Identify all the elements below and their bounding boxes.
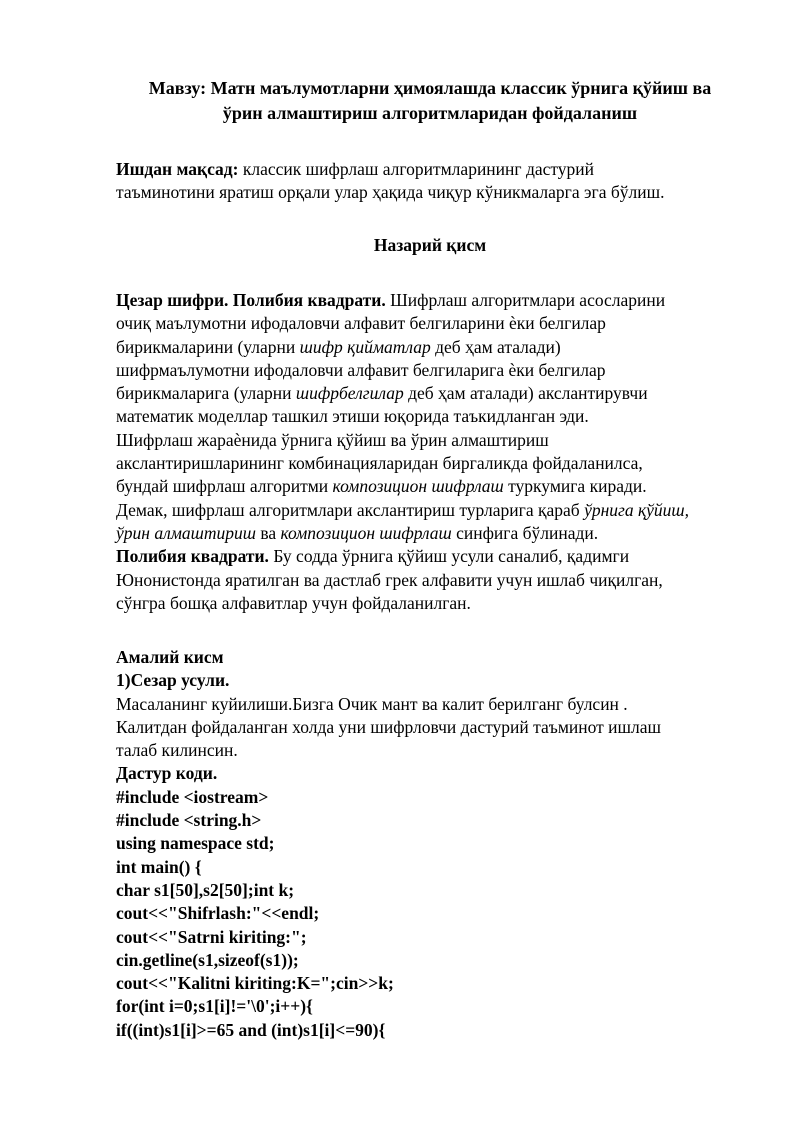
theory-line-3b: деб ҳам аталади) <box>430 336 561 357</box>
theory-line-9b: туркумига киради. <box>503 476 647 497</box>
theory-line-14: сўнгра бошқа алфавитлар учун фойдаланилган. <box>116 592 471 613</box>
code-line: cout<<"Kalitni kiriting:K=";cin>>k; <box>116 973 394 994</box>
theory-paragraph <box>116 289 756 615</box>
caesar-method-heading: 1)Сезар усули. <box>116 670 230 691</box>
code-line: using namespace std; <box>116 833 275 854</box>
term-composite-cipher-2: композицион шифрлаш <box>280 522 452 543</box>
document-title <box>100 76 760 126</box>
goal-paragraph <box>116 158 756 205</box>
theory-line-11b: синфига бўлинади. <box>451 522 599 543</box>
theory-line-3a: бирикмаларини (уларни <box>116 336 300 357</box>
code-line: for(int i=0;s1[i]!='\0';i++){ <box>116 996 313 1017</box>
practice-heading: Амалий кисм <box>116 647 224 667</box>
theory-line-7: Шифрлаш жараѐнида ўрнига қўйиш ва ўрин алмаштириш <box>116 429 549 450</box>
code-line: #include <string.h> <box>116 810 262 831</box>
theory-heading <box>100 234 760 257</box>
code-line: if((int)s1[i]>=65 and (int)s1[i]<=90){ <box>116 1019 386 1040</box>
theory-line-12: Бу содда ўрнига қўйиш усули саналиб, қадимги <box>268 546 630 567</box>
theory-line-8: акслантиришларининг комбинацияларидан биргаликда фойдаланилса, <box>116 453 643 474</box>
polybius-heading: Полибия квадрати. <box>116 546 269 567</box>
theory-line-13: Юнонистонда яратилган ва дастлаб грек алфавити учун ишлаб чиқилган, <box>116 569 663 590</box>
code-line: #include <iostream> <box>116 786 269 807</box>
code-line: char s1[50],s2[50];int k; <box>116 879 295 900</box>
code-line: cout<<"Shifrlash:"<<endl; <box>116 903 320 924</box>
term-composite-cipher: композицион шифрлаш <box>332 476 504 497</box>
theory-line-11a: ва <box>255 522 281 543</box>
code-line: cout<<"Satrni kiriting:"; <box>116 926 307 947</box>
problem-line-2: Калитдан фойдаланган холда уни шифрловчи дастурий таъминот ишлаш <box>116 716 661 737</box>
problem-line-3: талаб килинсин. <box>116 740 238 761</box>
term-cipher-values: шифр қийматлар <box>299 336 431 357</box>
theory-line-1: Шифрлаш алгоритмлари асосларини <box>385 290 666 310</box>
title-line-1: Мавзу: Матн маълумотларни ҳимоялашда классик ўрнига қўйиш ва <box>148 78 712 98</box>
practice-section <box>116 646 756 1042</box>
theory-line-9a: бундай шифрлаш алгоритми <box>116 476 333 497</box>
theory-line-5a: бирикмаларига (уларни <box>116 383 296 404</box>
title-line-2: ўрин алмаштириш алгоритмларидан фойдаланиш <box>222 103 638 123</box>
term-transposition: ўрин алмаштириш <box>116 522 256 543</box>
code-label: Дастур коди. <box>116 763 218 784</box>
code-line: int main() { <box>116 856 202 877</box>
caesar-polybius-heading: Цезар шифри. Полибия квадрати. <box>116 290 386 310</box>
code-line: cin.getline(s1,sizeof(s1)); <box>116 949 299 970</box>
goal-text-1: классик шифрлаш алгоритмларининг дастурий <box>238 159 595 179</box>
theory-line-4: шифрмаълумотни ифодаловчи алфавит белгиларига ѐки белгилар <box>116 359 606 380</box>
problem-line-1: Масаланинг куйилиши.Бизга Очик мант ва калит берилганг булсин . <box>116 693 628 714</box>
theory-line-5b: деб ҳам аталади) акслантирувчи <box>403 383 648 404</box>
theory-line-6: математик моделлар ташкил этиши юқорида таъкидланган эди. <box>116 406 589 427</box>
theory-line-10a: Демак, шифрлаш алгоритмлари акслантириш турларига қараб <box>116 499 585 520</box>
goal-text-2: таъминотини яратиш орқали улар ҳақида чиқур кўникмаларга эга бўлиш. <box>116 182 665 203</box>
goal-label: Ишдан мақсад: <box>116 159 239 179</box>
theory-heading-text: Назарий қисм <box>373 235 487 255</box>
theory-line-2: очиқ маълумотни ифодаловчи алфавит белгиларини ѐки белгилар <box>116 313 606 334</box>
term-cipher-symbols: шифрбелгилар <box>295 383 404 404</box>
code-listing <box>116 786 756 1042</box>
term-substitution: ўрнига қўйиш, <box>584 499 690 520</box>
